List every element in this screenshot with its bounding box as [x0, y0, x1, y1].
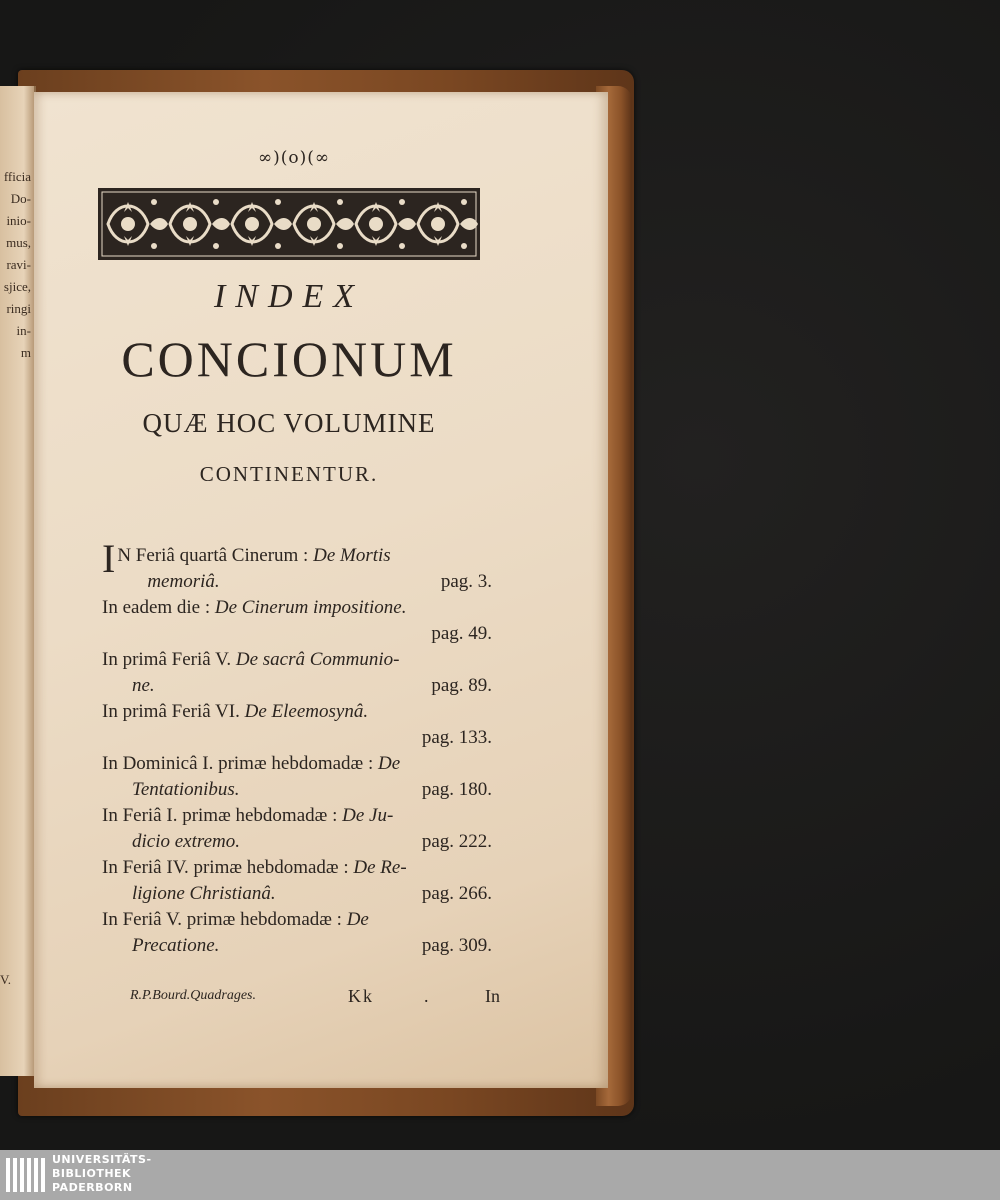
- entry-subject: De: [346, 909, 369, 930]
- entry-subject-continuation: ligione Christianâ.: [132, 883, 276, 904]
- entry-subject: De Cinerum impositione.: [214, 597, 407, 618]
- entry-text: In eadem die :: [102, 597, 215, 618]
- entry-title-line: [102, 750, 492, 777]
- library-name-line-2: BIBLIOTHEK: [52, 1167, 132, 1180]
- drop-cap: I: [102, 536, 116, 581]
- entry-subject: De sacrâ Communio-: [235, 649, 400, 670]
- index-entry: [102, 594, 492, 646]
- left-page-fragment: mus,: [6, 235, 31, 250]
- entry-text: In primâ Feriâ V.: [102, 649, 236, 670]
- index-entry: [102, 750, 492, 802]
- entry-title-line: [102, 646, 492, 673]
- entry-text: N Feriâ quartâ Cinerum :: [117, 545, 314, 566]
- entry-subject-continuation: memoriâ.: [147, 571, 220, 592]
- entry-text: In Feriâ V. primæ hebdomadæ :: [102, 909, 347, 930]
- catchword: In: [485, 986, 500, 1006]
- title-subtitle-2: CONTINENTUR.: [199, 462, 379, 486]
- page-footer: [130, 986, 500, 1012]
- left-page-fragment: in-: [16, 323, 31, 338]
- library-logo-icon: [4, 1154, 48, 1196]
- entry-continuation-line: [117, 569, 492, 594]
- entry-subject: De Re-: [353, 857, 407, 878]
- index-entry: [102, 906, 492, 958]
- entry-title-line: [102, 906, 492, 933]
- left-page-fragment: inio-: [6, 213, 31, 228]
- entry-text: In Feriâ IV. primæ hebdomadæ :: [102, 857, 354, 878]
- library-footer-bar: [0, 1150, 1000, 1200]
- title-index: INDEX: [213, 278, 365, 315]
- library-name-line-1: UNIVERSITÄTS-: [52, 1153, 152, 1166]
- entry-page-reference: pag. 3.: [440, 571, 492, 592]
- left-facing-page: [0, 86, 36, 1076]
- left-page-bottom-fragment: V.: [0, 972, 11, 987]
- left-page-fragment: ringi: [6, 301, 31, 316]
- entry-text: In Feriâ I. primæ hebdomadæ :: [102, 805, 343, 826]
- left-page-fragment: Do-: [10, 191, 31, 206]
- entry-page-reference: pag. 266.: [421, 883, 492, 904]
- entry-page-reference: pag. 180.: [421, 779, 492, 800]
- entry-page-reference: pag. 89.: [431, 675, 492, 696]
- entry-page-reference: pag. 309.: [421, 935, 492, 956]
- left-page-fragment: ravi-: [6, 257, 31, 272]
- library-name: [52, 1153, 152, 1195]
- entry-subject-continuation: Tentationibus.: [132, 779, 240, 800]
- entry-title-line: [102, 698, 492, 725]
- signature-line: R.P.Bourd.Quadrages.: [130, 988, 256, 1003]
- entry-title-line: [102, 854, 492, 881]
- headpiece-ornament-icon: [98, 188, 480, 260]
- library-name-line-3: PADERBORN: [52, 1181, 133, 1194]
- entry-continuation-line: [102, 777, 492, 802]
- entry-continuation-line: [102, 933, 492, 958]
- entry-page-reference: pag. 133.: [421, 727, 492, 748]
- title-subtitle: QUÆ HOC VOLUMINE: [142, 408, 436, 438]
- entry-continuation-line: [102, 673, 492, 698]
- entry-text: In Dominicâ I. primæ hebdomadæ :: [102, 753, 378, 774]
- signature-mark: Kk: [348, 986, 374, 1006]
- entry-text: In primâ Feriâ VI.: [102, 701, 245, 722]
- entry-subject: De: [377, 753, 401, 774]
- entry-subject: De Eleemosynâ.: [244, 701, 369, 722]
- entry-subject: De Mortis: [313, 545, 391, 566]
- entry-continuation-line: [102, 829, 492, 854]
- book-page: [34, 92, 608, 1088]
- entry-title-line: [102, 536, 492, 581]
- left-page-fragment: sjice,: [3, 279, 31, 294]
- entry-continuation-line: [102, 725, 492, 750]
- entry-subject-continuation: ne.: [132, 675, 155, 696]
- left-page-text-fragments: [0, 166, 34, 364]
- index-entry: [102, 802, 492, 854]
- index-entry: [102, 854, 492, 906]
- entry-subject-continuation: Precatione.: [132, 935, 220, 956]
- entry-page-reference: pag. 49.: [431, 623, 492, 644]
- entry-continuation-line: [102, 881, 492, 906]
- entry-page-reference: pag. 222.: [421, 831, 492, 852]
- entry-subject: De Ju-: [342, 805, 394, 826]
- entry-title-line: [102, 594, 492, 621]
- index-entries-list: [102, 536, 492, 958]
- entry-title-line: [102, 802, 492, 829]
- entry-continuation-line: [102, 621, 492, 646]
- page-header-ornament: ∞)(o)(∞: [257, 148, 331, 168]
- index-entry: [102, 698, 492, 750]
- left-page-fragment: m: [20, 345, 31, 360]
- index-entry: [102, 646, 492, 698]
- title-main: CONCIONUM: [121, 331, 457, 387]
- left-page-fragment: fficia: [3, 169, 31, 184]
- footer-dot: .: [424, 986, 429, 1006]
- index-entry: [102, 536, 492, 594]
- entry-subject-continuation: dicio extremo.: [132, 831, 240, 852]
